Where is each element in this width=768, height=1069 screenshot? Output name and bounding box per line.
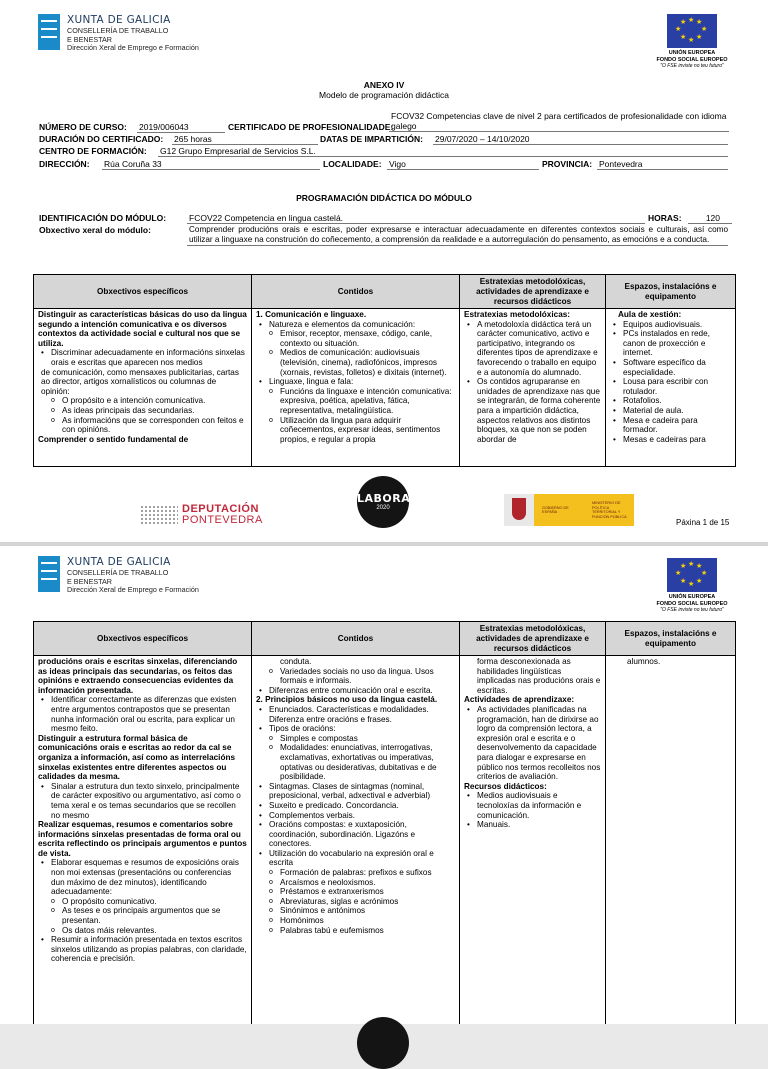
deputacion-mark-icon [140,505,178,525]
list-item: • Identificar correctamente as diferenzas que existen entre argumentos contrapostos que se presentan nunha información oral ou escrita, para explicar un mesmo feito. [38,695,247,733]
list-item: o Os datos máis relevantes. [38,926,247,936]
xunta-line-1: CONSELLERÍA DE TRABALLO [67,26,169,35]
eu-line-1: UNIÓN EUROPEA [668,50,716,56]
list-item: • Tipos de oracións: o Simples e compostas o Modalidades: enunciativas, interrogativas, exclamativas, exhortativas ou imperativas, optativas ou desiderativas, dubitativas e de posibilidade. [256,724,455,782]
list-item: o Emisor, receptor, mensaxe, código, canle, contexto ou situación. [256,329,455,348]
objective-heading: Realizar esquemas, resumos e comentarios sobre informacións sinxelas presentadas de forma oral ou escrita reflectindo os principais argumentos e puntos de vista. [38,820,247,858]
provincia-label: PROVINCIA: [542,159,593,169]
xunta-name: XUNTA DE GALICIA [67,556,171,568]
list-item: • Software específico da especialidade. [610,358,731,377]
duracion-value: 265 horas [172,134,318,145]
galicia-emblem-icon [38,14,60,50]
objective-heading: Distinguir as características básicas do uso da lingua segundo a intención comunicativa e os diversos contextos da actividade social e cultural nos que se utiliza. [38,310,247,348]
th-strategies: Estratexias metodolóxicas, actividades de aprendizaxe e recursos didácticos [460,275,606,309]
eu-logo [656,558,728,614]
list-item: • Mesas e cadeiras para [610,435,731,445]
module-id-value: FCOV22 Competencia en lingua castelá. [187,213,645,224]
galicia-emblem-icon [38,556,60,592]
list-item: • PCs instalados en rede, canon de proxección e internet. [610,329,731,358]
list-item: o Sinónimos e antónimos [256,906,455,916]
th-spaces: Espazos, instalacións e equipamento [606,275,736,309]
th-contents: Contidos [252,275,460,309]
list-item: • Os contidos agruparanse en unidades de aprendizaxe nas que se integrarán, de forma coherente para a impartición didáctica, aspectos relativos aos distintos bloques, xa que non se poden abordar de [464,377,601,444]
xunta-line-2: E BENESTAR [67,576,112,586]
objective-heading: Comprender o sentido fundamental de [38,434,189,444]
xunta-line-1: CONSELLERÍA DE TRABALLO [67,568,169,577]
annex-title: ANEXO IV [363,80,405,90]
spain-shield-icon [504,494,534,526]
list-item: o As informacións que se corresponden con feitos e con opinións. [38,416,247,435]
th-spaces: Espazos, instalacións e equipamento [606,622,736,656]
list-item: • Equipos audiovisuais. [610,320,731,330]
datas-value: 29/07/2020 – 14/10/2020 [433,134,728,145]
xunta-line-3: Dirección Xeral de Emprego e Formación [67,585,199,594]
list-item: o O propósito comunicativo. [38,897,247,907]
obj-value: Comprender producións orais e escritas, poder expresarse e interactuar adecuadamente en diferentes contextos sociais e culturais, así como utilizar a linguaxe na construción do coñecemento, a comprensión da realidade e a autorregulación do pensamento, as emocións e a conducta. [187,225,728,246]
strategy-continuation: forma desconexionada as habilidades lingüísticas implicadas nas producións orais e escritas. [477,657,601,695]
th-objectives: Obxectivos específicos [34,622,252,656]
content-heading: 2. Principios básicos no uso da lingua castelá. [256,695,438,705]
list-item: • A metodoloxía didáctica terá un carácter comunicativo, activo e participativo, integrando os diferentes tipos de aprendizaxe e favorecendo o traballo en equipo e a autonomía do alumnado. [464,320,601,378]
list-item: o Utilización da lingua para adquirir coñecementos, expresar ideas, sentimentos propios, e regular a propia [256,416,455,445]
list-item: • Resumir a información presentada en textos escritos sinxelos utilizando as propias palabras, con claridade, coherencia e precisión. [38,935,247,964]
horas-value: 120 [688,213,732,224]
xunta-name: XUNTA DE GALICIA [67,14,171,26]
list-item: • Oracións compostas: e xuxtaposición, coordinación, subordinación. Ligazóns e conectores. [256,820,455,849]
list-item: o Préstamos e extranxerismos [256,887,455,897]
deputacion-line-1: DEPUTACIÓN [182,503,259,515]
objective-continuation: de comunicación, como mensaxes publicitarias, cartas ao director, artigos xornalísticos ou columnas de opinión: [41,367,239,396]
strategy-heading: Estratexias metodolóxicas: [464,310,571,319]
eu-line-1: UNIÓN EUROPEA [668,594,716,600]
th-objectives: Obxectivos específicos [34,275,252,309]
deputacion-line-2: PONTEVEDRA [182,514,263,526]
list-item: o As teses e os principais argumentos que se presentan. [38,906,247,925]
th-contents: Contidos [252,622,460,656]
centro-label: CENTRO DE FORMACIÓN: [39,146,147,156]
list-item: • Material de aula. [610,406,731,416]
list-item: o Arcaísmos e neoloxismos. [256,878,455,888]
eu-line-2: FONDO SOCIAL EUROPEO [656,56,728,63]
list-item: o Medios de comunicación: audiovisuais (televisión, cinema), radiofónicos, impresos (xornais, revistas, folletos) e dixitais (internet). [256,348,455,377]
eu-line-2: FONDO SOCIAL EUROPEO [656,600,728,607]
labora-text: LABORA [357,492,411,505]
list-item: • Medios audiovisuais e tecnoloxías da información e comunicación. [464,791,601,820]
horas-label: HORAS: [648,213,682,223]
cell-objectives [34,656,252,1025]
list-item: • Elaborar esquemas e resumos de exposicións orais non moi extensas (presentacións ou conferencias dun máximo de dez minutos), identificando adecuadamente: o O propósito comunicativo. o As teses e os principais argumentos que se presentan. o Os datos máis relevantes. [38,858,247,935]
list-item: • Sinalar a estrutura dun texto sinxelo, principalmente de carácter expositivo ou argumentativo, así como o tema xeral e os temas secundarios que se recollen no mesmo [38,782,247,820]
section-title: PROGRAMACIÓN DIDÁCTICA DO MÓDULO [296,193,472,203]
objective-heading: producións orais e escritas sinxelas, diferenciando as ideas principais das secundarias, os feitos das opinións e extraendo consecuencias evidentes da información presentada. [38,657,238,695]
direccion-value: Rúa Coruña 33 [102,159,320,170]
document-page-2 [0,546,768,1024]
labora-logo [357,476,409,528]
list-item: o Formación de palabras: prefixos e sufixos [256,868,455,878]
list-item: • Manuais. [464,820,601,830]
cell-spaces [606,309,736,467]
content-continuation: conduta. [280,657,312,666]
list-item: • Discriminar adecuadamente en informacións sinxelas orais e escritas que aparecen nos medios [38,348,247,367]
list-item: • Enunciados. Características e modalidades. Diferenza entre oracións e frases. [256,705,455,724]
gobierno-line-1: GOBIERNO DE ESPAÑA [542,505,569,514]
strategy-heading: Recursos didácticos: [464,781,547,791]
cell-spaces [606,656,736,1025]
xunta-line-3: Dirección Xeral de Emprego e Formación [67,43,199,52]
module-table-p2 [33,621,736,1024]
module-id-label: IDENTIFICACIÓN DO MÓDULO: [39,213,167,223]
list-item: • Lousa para escribir con rotulador. [610,377,731,396]
content-heading: 1. Comunicación e linguaxe. [256,310,367,319]
strategy-heading: Actividades de aprendizaxe: [464,695,575,705]
list-item: o Palabras tabú e eufemismos [256,926,455,936]
localidade-label: LOCALIDADE: [323,159,382,169]
cell-contents [252,309,460,467]
list-item: o Abreviaturas, siglas e acrónimos [256,897,455,907]
eu-flag-icon: ★ ★ ★ ★ ★ ★ ★ ★ [667,558,717,592]
list-item: o O propósito e a intención comunicativa. [38,396,247,406]
labora-logo-partial [357,1017,409,1069]
list-item: o As ideas principais das secundarias. [38,406,247,416]
labora-year: 2020 [376,505,390,511]
numero-value: 2019/006043 [137,122,225,133]
cell-strategies [460,656,606,1025]
module-table-p1 [33,274,736,467]
annex-subtitle: Modelo de programación didáctica [319,90,449,100]
eu-line-3: "O FSE inviste no teu futuro" [660,63,724,69]
eu-flag-icon: ★ ★ ★ ★ ★ ★ ★ ★ [667,14,717,48]
list-item: o Modalidades: enunciativas, interrogativas, exclamativas, exhortativas ou imperativas, optativas ou desiderativas, dubitativas e de posibilidade. [256,743,455,781]
list-item: • Complementos verbais. [256,811,455,821]
deputacion-logo [140,504,263,526]
cell-contents [252,656,460,1025]
list-item: o Homónimos [256,916,455,926]
gobierno-logo [504,494,634,526]
cert-label: CERTIFICADO DE PROFESIONALIDADE: [228,122,394,132]
list-item: • Linguaxe, lingua e fala: o Funcións da linguaxe e intención comunicativa: expresiva, poética, apelativa, fática, representativa, metalingüística. o Utilización da lingua para adquirir coñecementos, expresar ideas, sentimentos propios, e regular a propia [256,377,455,444]
datas-label: DATAS DE IMPARTICIÓN: [320,134,423,144]
duracion-label: DURACIÓN DO CERTIFICADO: [39,134,164,144]
eu-logo [656,14,728,70]
cert-value: FCOV32 Competencias clave de nivel 2 para certificados de profesionalidade con idioma galego [389,111,729,132]
space-heading: Aula de xestión: [618,310,682,319]
direccion-label: DIRECCIÓN: [39,159,90,169]
list-item: • Suxeito e predicado. Concordancia. [256,801,455,811]
cell-strategies [460,309,606,467]
space-continuation: alumnos. [627,657,661,666]
xunta-logo [38,14,199,53]
list-item: • Rotafolios. [610,396,731,406]
list-item: o Funcións da linguaxe e intención comunicativa: expresiva, poética, apelativa, fática, representativa, metalingüística. [256,387,455,416]
gobierno-line-2: MINISTERIO DE POLÍTICA TERRITORIAL Y FUNCIÓN PÚBLICA [592,501,627,519]
list-item: o Variedades sociais no uso da lingua. Usos formais e informais. [256,667,455,686]
list-item: • Sintagmas. Clases de sintagmas (nominal, preposicional, verbal, adxectival e adverbial) [256,782,455,801]
objective-heading: Distinguir a estrutura formal básica de comunicacións orais e escritas ao redor da cal se organiza a información, así como as interrelacións sinxelas existentes entre diferentes aspectos ou calidades da mesma. [38,733,236,782]
xunta-logo [38,556,199,595]
xunta-line-2: E BENESTAR [67,34,112,44]
centro-value: G12 Grupo Empresarial de Servicios S.L. [158,146,728,157]
localidade-value: Vigo [387,159,539,170]
list-item: o Simples e compostas [256,734,455,744]
list-item: • Natureza e elementos da comunicación: o Emisor, receptor, mensaxe, código, canle, contexto ou situación. o Medios de comunicación: audiovisuais (televisión, cinema), radiofónicos, impresos (xornais, revistas, folletos) e dixitais (internet). [256,320,455,378]
eu-line-3: "O FSE inviste no teu futuro" [660,607,724,613]
list-item: • Mesa e cadeira para formador. [610,416,731,435]
page-number: Páxina 1 de 15 [676,518,730,527]
list-item: • Utilización do vocabulario na expresión oral e escrita o Formación de palabras: prefixos e sufixos o Arcaísmos e neoloxismos. o Préstamos e extranxerismos o Abreviaturas, siglas e acrónimos o Sinónimos e antónimos o Homónimos o Palabras tabú e eufemismos [256,849,455,935]
list-item: • As actividades planificadas na programación, han de dirixirse ao logro da comprensión lectora, a expresión oral e escrita e o desenvolvemento da capacidade para dialogar e expresarse en público nos termos recolleitos nos criterios de avaliación. [464,705,601,782]
list-item: • Diferenzas entre comunicación oral e escrita. [256,686,455,696]
provincia-value: Pontevedra [597,159,728,170]
cell-objectives [34,309,252,467]
numero-label: NÚMERO DE CURSO: [39,122,127,132]
obj-label: Obxectivo xeral do módulo: [39,225,151,235]
th-strategies: Estratexias metodolóxicas, actividades de aprendizaxe e recursos didácticos [460,622,606,656]
